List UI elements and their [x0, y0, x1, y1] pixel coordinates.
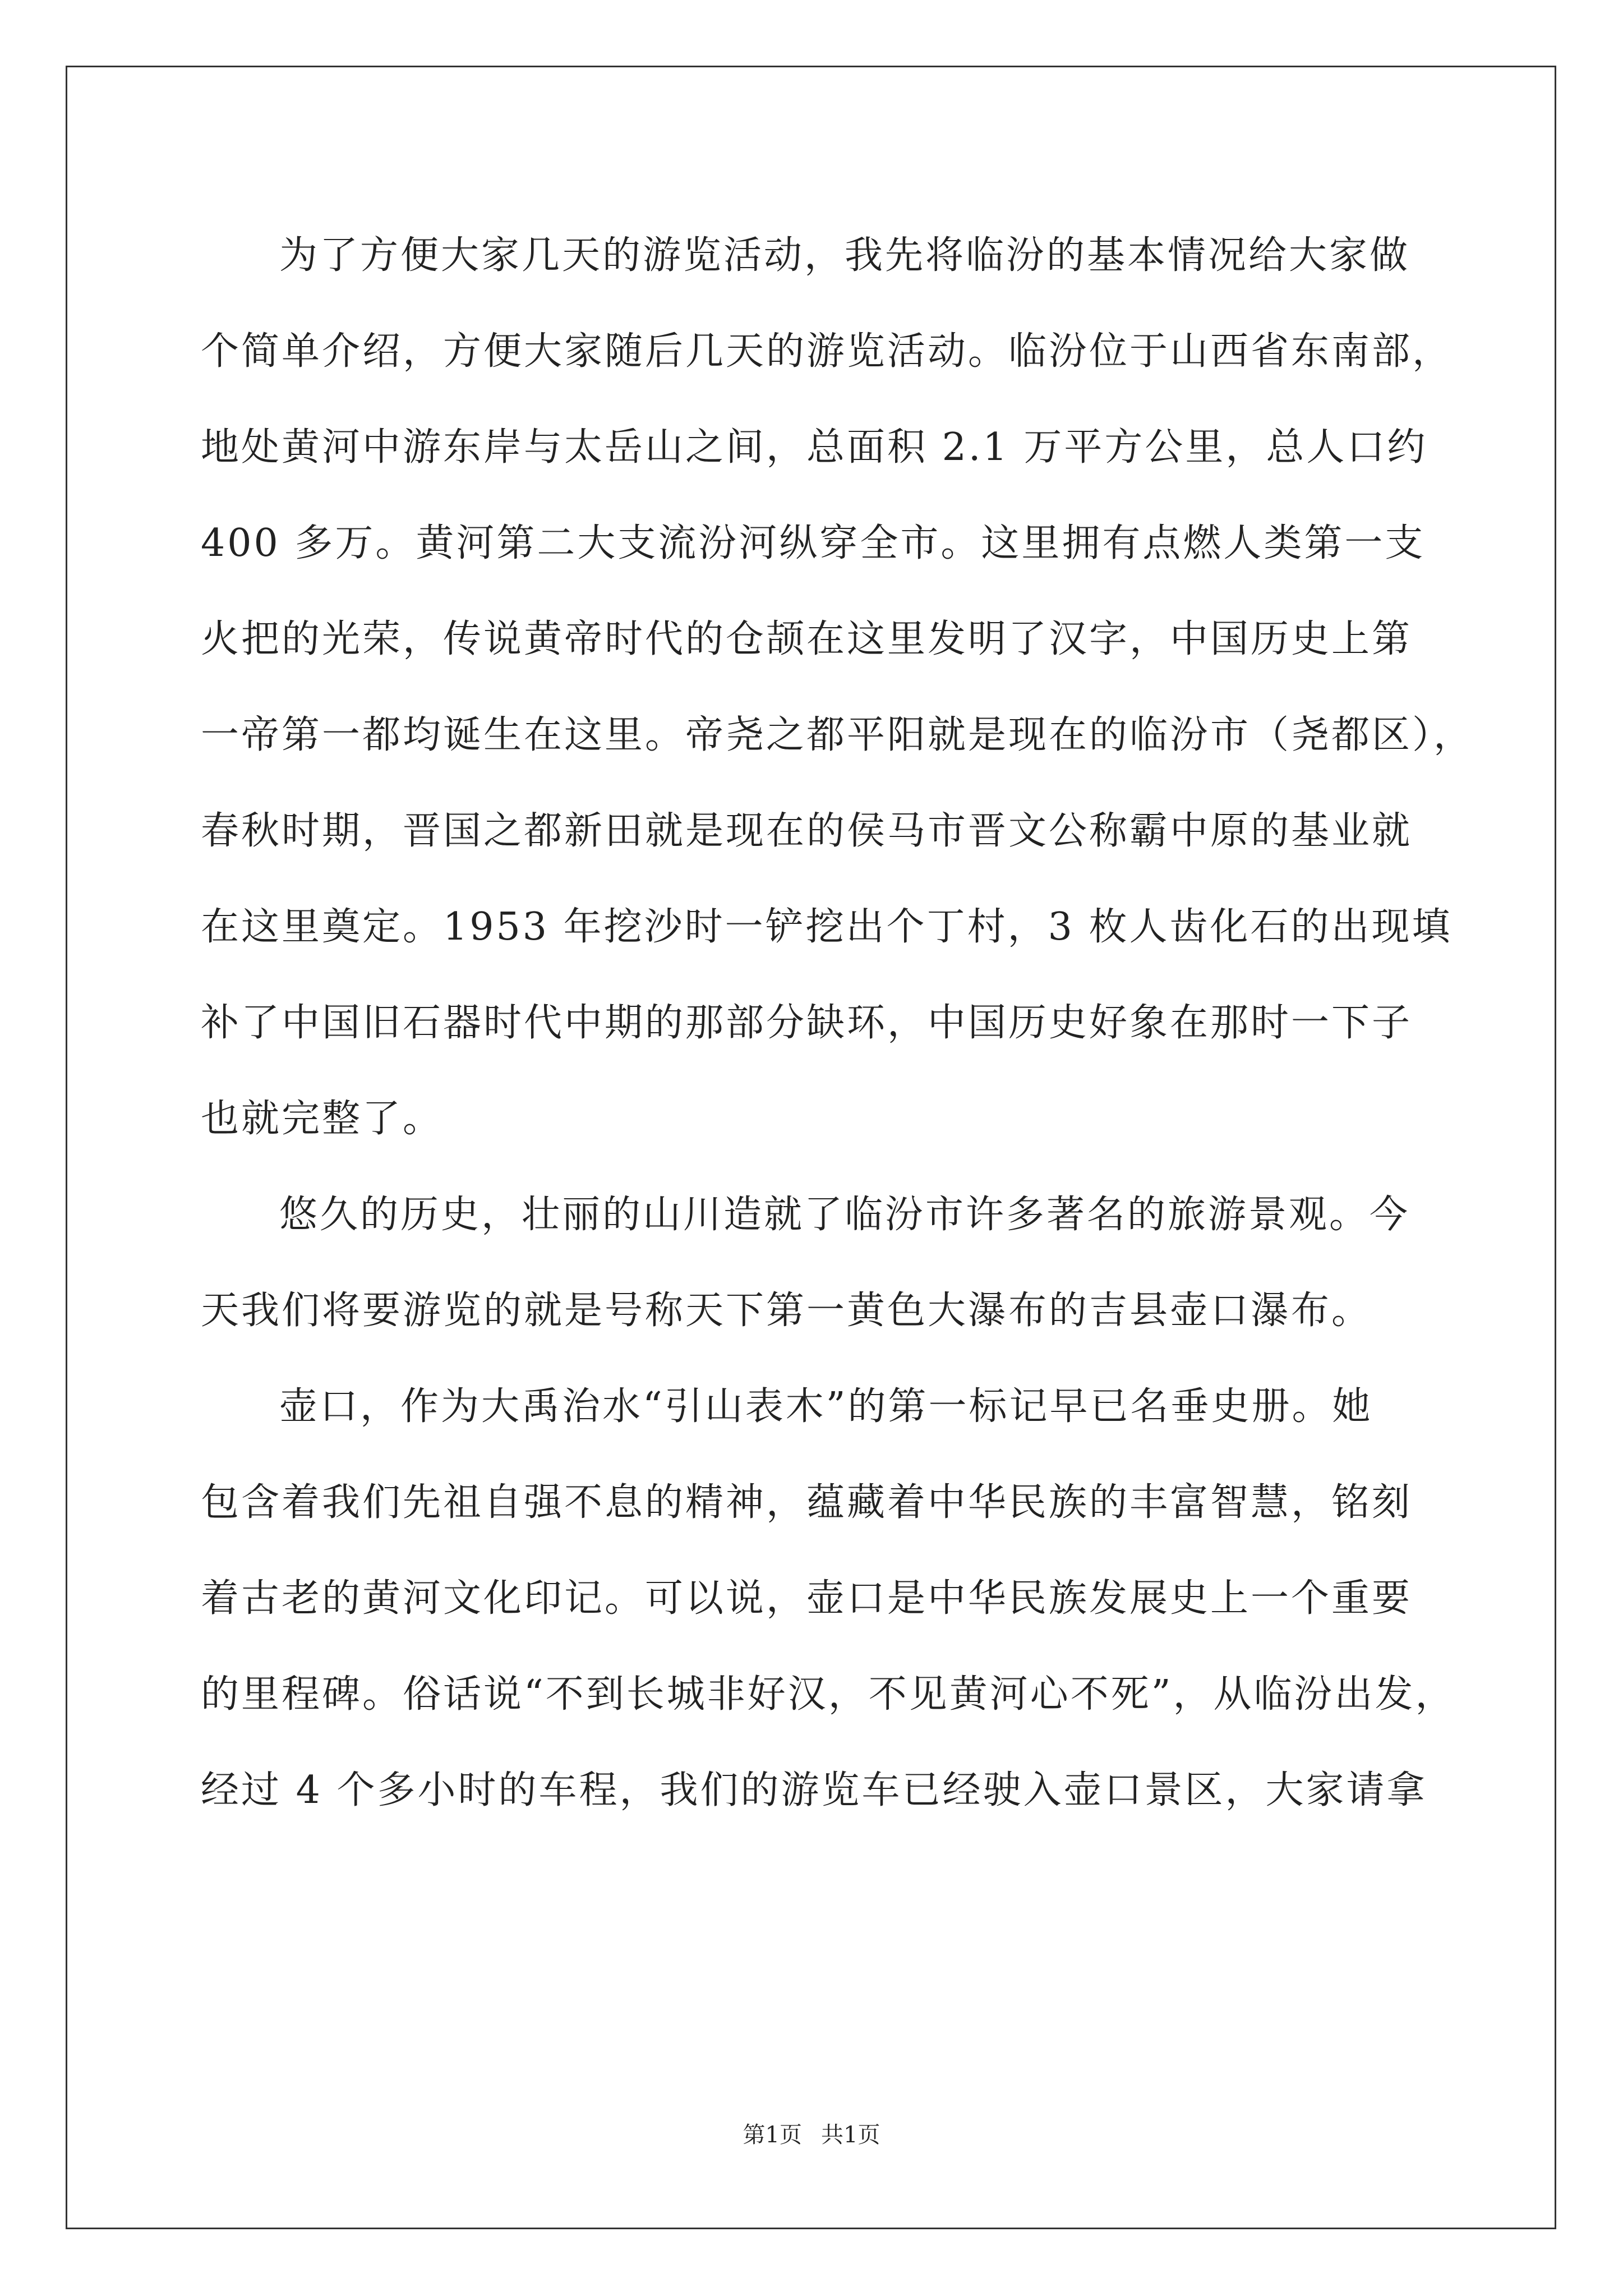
page-number: 第1页: [743, 2122, 802, 2148]
paragraph-3-line-1: 壶口，作为大禹治水“引山表木”的第一标记早已名垂史册。她: [279, 1384, 1373, 1429]
paragraph-3-line-5: 经过 4 个多小时的车程，我们的游览车已经驶入壶口景区，大家请拿: [201, 1768, 1427, 1812]
paragraph-1-line-6: 一帝第一都均诞生在这里。帝尧之都平阳就是现在的临汾市（尧都区），: [201, 713, 1474, 757]
paragraph-1-line-10: 也就完整了。: [201, 1097, 444, 1141]
paragraph-3-line-3: 着古老的黄河文化印记。可以说，壶口是中华民族发展史上一个重要: [201, 1576, 1413, 1621]
page-footer: [0, 2122, 1623, 2148]
paragraph-1-line-8: 在这里奠定。1953 年挖沙时一铲挖出个丁村，3 枚人齿化石的出现填: [201, 905, 1453, 949]
document-body: [201, 208, 1491, 1838]
paragraph-1-line-5: 火把的光荣，传说黄帝时代的仓颉在这里发明了汉字，中国历史上第: [201, 617, 1413, 661]
paragraph-1-line-3: 地处黄河中游东岸与太岳山之间，总面积 2.1 万平方公里，总人口约: [201, 425, 1428, 470]
paragraph-1-line-7: 春秋时期，晋国之都新田就是现在的侯马市晋文公称霸中原的基业就: [201, 809, 1413, 853]
paragraph-2-line-2: 天我们将要游览的就是号称天下第一黄色大瀑布的吉县壶口瀑布。: [201, 1289, 1372, 1333]
paragraph-1-line-4: 400 多万。黄河第二大支流汾河纵穿全市。这里拥有点燃人类第一支: [201, 521, 1426, 565]
page-total: 共1页: [821, 2122, 880, 2148]
paragraph-1-line-9: 补了中国旧石器时代中期的那部分缺环，中国历史好象在那时一下子: [201, 1001, 1413, 1045]
paragraph-1-line-1: 为了方便大家几天的游览活动，我先将临汾的基本情况给大家做: [279, 233, 1410, 278]
paragraph-3-line-2: 包含着我们先祖自强不息的精神，蕴藏着中华民族的丰富智慧，铭刻: [201, 1480, 1413, 1525]
paragraph-1-line-2: 个简单介绍，方便大家随后几天的游览活动。临汾位于山西省东南部，: [201, 329, 1453, 374]
paragraph-3-line-4: 的里程碑。俗话说“不到长城非好汉，不见黄河心不死”，从临汾出发，: [201, 1672, 1456, 1717]
paragraph-2-line-1: 悠久的历史，壮丽的山川造就了临汾市许多著名的旅游景观。今: [279, 1193, 1410, 1237]
